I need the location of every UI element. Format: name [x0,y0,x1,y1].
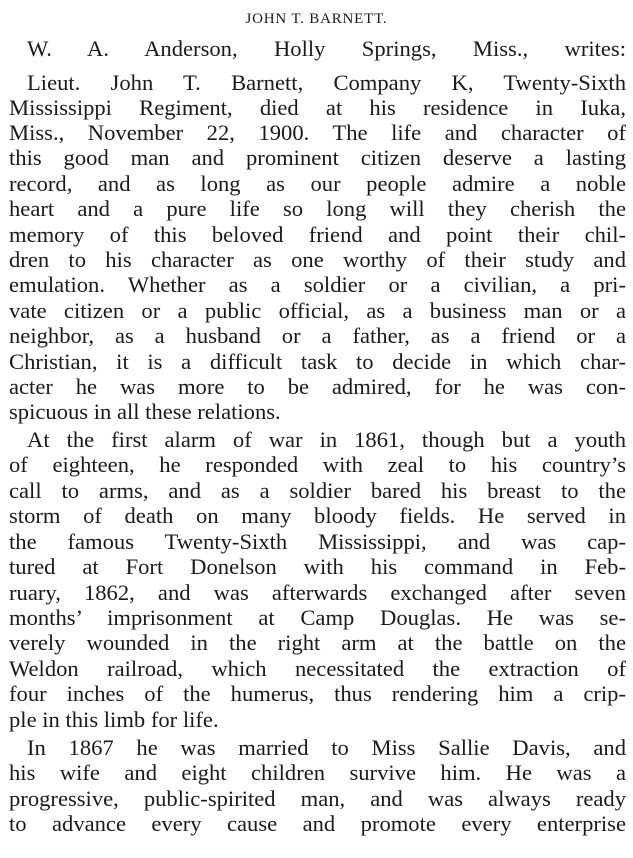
text-line: this good man and prominent citizen deserve a lasting [9,145,626,170]
text-line: storm of death on many bloody fields. He served in [9,503,626,528]
text-line: progressive, public-spirited man, and was always ready [9,786,626,811]
text-line: dren to his character as one worthy of their study and [9,247,626,272]
text-line: to advance every cause and promote every enterprise [9,811,626,836]
text-line: Miss., November 22, 1900. The life and character of [9,120,626,145]
text-line: Christian, it is a difficult task to decide in which char- [9,349,626,374]
text-line: his wife and eight children survive him. He was a [9,760,626,785]
byline: W. A. Anderson, Holly Springs, Miss., writes: [27,36,626,61]
text-line: tured at Fort Donelson with his command in Feb- [9,554,626,579]
text-line: In 1867 he was married to Miss Sallie Davis, and [27,735,626,760]
text-line: Mississippi Regiment, died at his residence in Iuka, [9,95,626,120]
text-line: record, and as long as our people admire a noble [9,171,626,196]
text-line: four inches of the humerus, thus rendering him a crip- [9,681,626,706]
article-title: JOHN T. BARNETT. [245,11,388,27]
text-line: of eighteen, he responded with zeal to his country’s [9,452,626,477]
text-line: emulation. Whether as a soldier or a civilian, a pri- [9,272,626,297]
text-line: the famous Twenty-Sixth Mississippi, and was cap- [9,529,626,554]
text-line: Lieut. John T. Barnett, Company K, Twenty-Sixth [27,70,626,95]
text-line: vate citizen or a public official, as a business man or a [9,298,626,323]
text-line: Weldon railroad, which necessitated the extraction of [9,656,626,681]
text-line: months’ imprisonment at Camp Douglas. He was se- [9,605,626,630]
text-line: ple in this limb for life. [9,707,219,732]
text-line: acter he was more to be admired, for he was con- [9,374,626,399]
text-line: neighbor, as a husband or a father, as a friend or a [9,323,626,348]
text-line: call to arms, and as a soldier bared his breast to the [9,478,626,503]
text-line: At the first alarm of war in 1861, though but a youth [27,427,626,452]
text-line: spicuous in all these relations. [9,399,281,424]
text-line: heart and a pure life so long will they cherish the [9,196,626,221]
text-line: ruary, 1862, and was afterwards exchanged after seven [9,580,626,605]
text-line: memory of this beloved friend and point their chil- [9,222,626,247]
text-line: verely wounded in the right arm at the battle on the [9,630,626,655]
